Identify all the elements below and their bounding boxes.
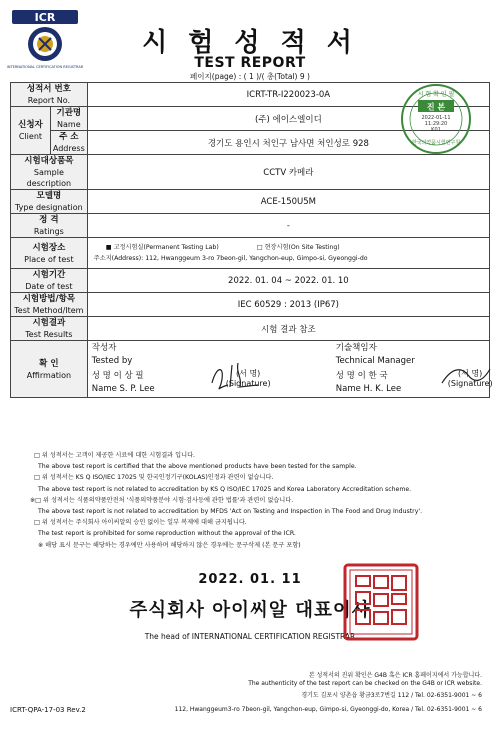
verification-stamp bbox=[400, 82, 472, 156]
head-of-registrar: The head of INTERNATIONAL CERTIFICATION REGISTRAR bbox=[144, 632, 356, 641]
svg-text:11:29:20: 11:29:20 bbox=[424, 121, 448, 127]
note-line: The above test report is not related to accreditation by MFDS 'Act on Testing and Inspection in The Food and Drug Industry'. bbox=[38, 508, 423, 516]
affirmation-value bbox=[87, 341, 493, 398]
client-name-value: (주) 에이스엘이디 bbox=[87, 107, 489, 131]
result-row bbox=[11, 317, 490, 341]
result-label: 시험결과 Test Results bbox=[11, 317, 88, 341]
address-korean: 경기도 김포시 양촌읍 황금3로7번길 112 / Tel. 02-6351-9001 ~ 6 bbox=[301, 692, 482, 699]
place-address: 주소지(Address): 112, Hwanggeum 3-ro 7beon-gil, Yangchon-eup, Gimpo-si, Gyeonggi-do bbox=[93, 255, 368, 262]
result-value: 시험 결과 참조 bbox=[87, 317, 489, 341]
name-label: 기관명 Name bbox=[50, 107, 87, 131]
note-line: ※□ 위 성적서는 식품의약품안전처 '식품의약품분야 시험·검사등에 관한 법률'과 관련이 없습니다. bbox=[30, 496, 294, 504]
issue-date: 2022. 01. 11 bbox=[198, 572, 302, 587]
date-value: 2022. 01. 04 ~ 2022. 01. 10 bbox=[87, 269, 489, 293]
ratings-label: 정 격 Ratings bbox=[11, 214, 88, 238]
place-label: 시험장소 Place of test bbox=[11, 238, 88, 269]
tested-by-block: 작성자 Tested by 성 명 이 상 필 Name S. P. Lee bbox=[91, 343, 155, 394]
logo-subtext: INTERNATIONAL CERTIFICATION REGISTRAR bbox=[6, 65, 84, 69]
note-line: □ 위 성적서는 주식회사 아이씨알의 승인 없이는 일부 복제에 대해 금지됩니다. bbox=[34, 519, 247, 527]
sample-row bbox=[11, 155, 490, 190]
report-no-label: 성적서 번호 Report No. bbox=[11, 83, 88, 107]
logo-text: ICR bbox=[34, 11, 56, 24]
address-label: 주 소 Address bbox=[50, 131, 87, 155]
method-row bbox=[11, 293, 490, 317]
note-line: The test report is prohibited for some reproduction without the approval of the ICR. bbox=[38, 530, 296, 538]
type-value: ACE-150U5M bbox=[87, 190, 489, 214]
method-value: IEC 60529 : 2013 (IP67) bbox=[87, 293, 489, 317]
report-no-value: ICRT-TR-I220023-0A bbox=[87, 83, 489, 107]
place-option-permanent: ■ 고정시험실(Permanent Testing Lab) bbox=[105, 244, 219, 251]
note-line: ※ 해당 표시 문구는 해당하는 경우에만 사용하며 해당하지 않은 경우에는 문구삭제 (본 문구 포함) bbox=[38, 541, 301, 549]
note-line: The above test report is certified that the above mentioned products have been tested for the sample. bbox=[38, 463, 357, 471]
technical-manager-block: 기술책임자 Technical Manager 성 명 이 한 국 Name H. K. Lee bbox=[335, 343, 415, 394]
company-seal bbox=[342, 562, 420, 642]
report-notes bbox=[30, 450, 484, 551]
tested-signature-scribble bbox=[206, 359, 266, 393]
affirmation-row bbox=[11, 341, 490, 398]
date-label: 시험기간 Date of test bbox=[11, 269, 88, 293]
verify-note-english: The authenticity of the test report can be checked on the G4B or ICR website. bbox=[248, 680, 482, 687]
company-name: 주식회사 아이씨알 대표이사 bbox=[129, 600, 371, 621]
type-row bbox=[11, 190, 490, 214]
sample-value: CCTV 카메라 bbox=[87, 155, 489, 190]
report-title-english: TEST REPORT bbox=[194, 55, 306, 71]
note-line: □ 위 성적서는 고객이 제공한 시료에 대한 시험결과 입니다. bbox=[34, 452, 196, 459]
method-label: 시험방법/항목 Test Method/Item bbox=[11, 293, 88, 317]
address-english: 112, Hwanggeum3-ro 7beon-gil, Yangchon-eup, Gimpo-si, Gyeonggi-do, Korea / Tel. 02-6351-9001 ~ 6 bbox=[174, 706, 482, 713]
svg-text:K01: K01 bbox=[431, 127, 441, 133]
svg-text:한국의약품시험연구원: 한국의약품시험연구원 bbox=[411, 140, 461, 146]
ratings-value: - bbox=[87, 214, 489, 238]
type-label: 모델명 Type designation bbox=[11, 190, 88, 214]
tech-signature-label: (서 명) (Signature) bbox=[447, 369, 493, 388]
place-row bbox=[11, 238, 490, 269]
date-row bbox=[11, 269, 490, 293]
document-code: ICRT-QPA-17-03 Rev.2 bbox=[10, 706, 86, 714]
affirmation-label: 확 인 Affirmation bbox=[11, 341, 88, 398]
note-line: The above test report is not related to accreditation by KS Q ISO/IEC 17025 and Korea Laboratory Accreditation scheme. bbox=[38, 485, 412, 493]
client-label: 신청자 Client bbox=[11, 107, 51, 155]
tech-signature-scribble bbox=[438, 363, 494, 389]
place-option-onsite: □ 현장시험(On Site Testing) bbox=[256, 244, 340, 251]
place-value bbox=[87, 238, 489, 269]
client-address-value: 경기도 용인시 처인구 남사면 처인성로 928 bbox=[87, 131, 489, 155]
svg-text:2022-01-11: 2022-01-11 bbox=[421, 115, 451, 121]
page-info: 페이지(page) : ( 1 )/( 총(Total) 9 ) bbox=[190, 72, 310, 81]
note-line: □ 위 성적서는 KS Q ISO/IEC 17025 및 한국인정기구(KOLAS)인정과 관련이 없습니다. bbox=[34, 474, 274, 482]
report-title-korean: 시 험 성 적 서 bbox=[142, 28, 358, 58]
tested-signature-label: (서 명) (Signature) bbox=[225, 369, 271, 388]
verify-note-korean: 본 성적서의 진위 확인은 G4B 혹은 ICR 홈페이지에서 가능합니다. bbox=[308, 672, 482, 679]
svg-text:시 험 확 인 필: 시 험 확 인 필 bbox=[417, 91, 455, 98]
ratings-row bbox=[11, 214, 490, 238]
sample-label: 시험대상품목 Sample description bbox=[11, 155, 88, 190]
svg-text:진 본: 진 본 bbox=[426, 102, 446, 112]
